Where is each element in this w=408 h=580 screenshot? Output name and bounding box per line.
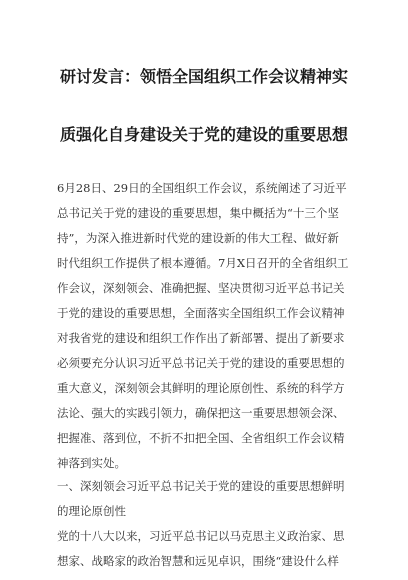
section-heading-line-2: 的理论原创性 [57, 504, 126, 518]
body-line-4: 时代组织工作提供了根本遵循。7月X日召开的全省组织工 [57, 256, 349, 270]
body-line-16: 想家、战略家的政治智慧和远见卓识，围绕“建设什么样 [57, 554, 339, 568]
body-line-12: 神落到实处。 [57, 456, 126, 470]
body-line-8: 必须要充分认识习近平总书记关于党的建设的重要思想的 [57, 356, 345, 370]
body-line-10: 法论、强大的实践引领力，确保把这一重要思想领会深、 [57, 406, 345, 420]
body-line-9: 重大意义，深刻领会其鲜明的理论原创性、系统的科学方 [57, 381, 345, 395]
body-line-5: 作会议，深刻领会、准确把握、坚决贯彻习近平总书记关 [57, 281, 345, 295]
body-line-7: 对我省党的建设和组织工作作出了新部署、提出了新要求 [57, 331, 345, 345]
body-line-3: 持”，为深入推进新时代党的建设新的伟大工程、做好新 [57, 231, 339, 245]
body-line-2: 总书记关于党的建设的重要思想，集中概括为“十三个坚 [57, 206, 339, 220]
section-heading-line-1: 一、深刻领会习近平总书记关于党的建设的重要思想鲜明 [57, 479, 345, 493]
body-line-1: 6月28日、29日的全国组织工作会议，系统阐述了习近平 [57, 181, 347, 195]
document-title-line-1: 研讨发言：领悟全国组织工作会议精神实 [59, 67, 348, 86]
body-line-6: 于党的建设的重要思想，全面落实全国组织工作会议精神 [57, 306, 345, 320]
body-line-15: 党的十八大以来，习近平总书记以马克思主义政治家、思 [57, 529, 345, 543]
document-title-line-2: 质强化自身建设关于党的建设的重要思想 [59, 125, 348, 144]
body-line-11: 把握准、落到位，不折不扣把全国、全省组织工作会议精 [57, 431, 345, 445]
